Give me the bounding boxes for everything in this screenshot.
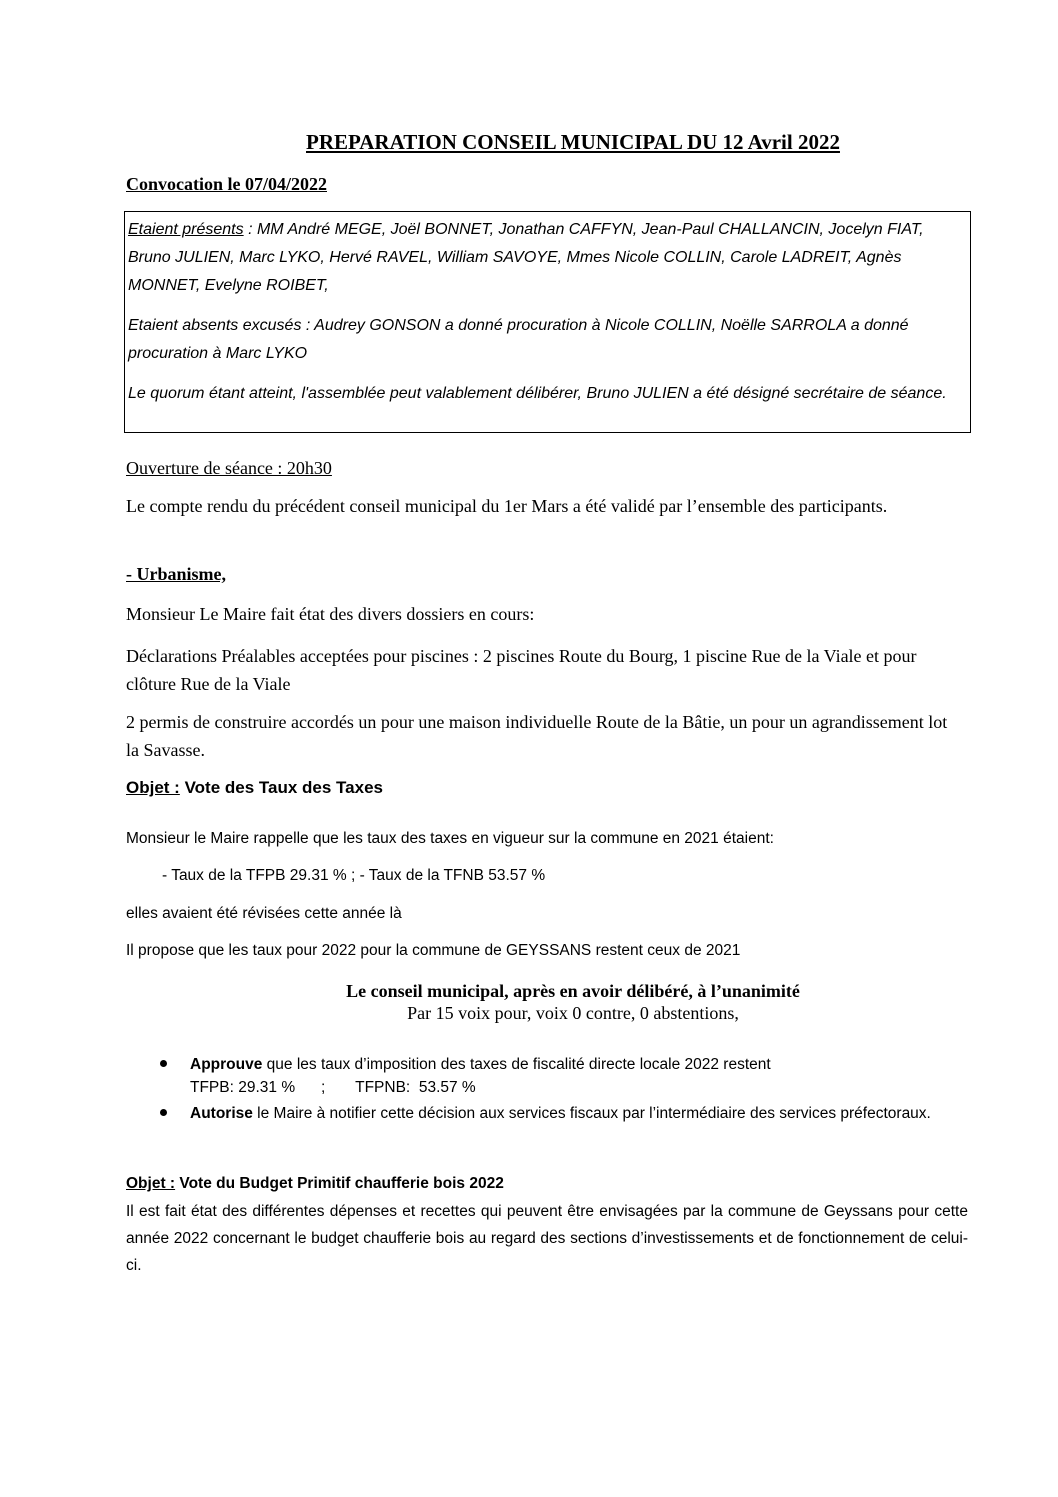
- present-members: [128, 216, 967, 300]
- budget-text: Il est fait état des différentes dépenses et recettes qui peuvent être envisagées par la commune de Geyssans pour cette année 2022 concernant le budget chaufferie bois au regard des sections d’investissements et de fonctionnement de celui-ci.: [126, 1203, 968, 1274]
- convocation-date: Convocation le 07/04/2022: [126, 174, 327, 194]
- urbanisme-intro: Monsieur Le Maire fait état des divers dossiers en cours:: [126, 604, 535, 624]
- attendance-box: [124, 211, 971, 433]
- approve-keyword: Approuve: [190, 1056, 263, 1073]
- taxes-rates: - Taux de la TFPB 29.31 % ; - Taux de la TFNB 53.57 %: [162, 867, 546, 884]
- taxes-objet-label: Objet :: [126, 778, 180, 797]
- taxes-proposal: Il propose que les taux pour 2022 pour la commune de GEYSSANS restent ceux de 2021: [126, 942, 741, 959]
- present-label: Etaient présents: [128, 221, 244, 238]
- list-item: [160, 1053, 940, 1099]
- approve-rates: TFPB: 29.31 % ; TFPNB: 53.57 %: [190, 1079, 476, 1096]
- taxes-revised: elles avaient été révisées cette année là: [126, 905, 402, 922]
- list-item: [160, 1102, 940, 1125]
- authorize-keyword: Autorise: [190, 1105, 253, 1122]
- absent-members: Etaient absents excusés : Audrey GONSON a donné procuration à Nicole COLLIN, Noëlle SARROLA a donné procuration à Marc LYKO: [128, 317, 909, 362]
- session-opening: Ouverture de séance : 20h30: [126, 458, 332, 478]
- page-title: PREPARATION CONSEIL MUNICIPAL DU 12 Avril 2022: [306, 130, 840, 154]
- taxes-objet-title: Vote des Taux des Taxes: [179, 778, 383, 797]
- budget-objet-title: Vote du Budget Primitif chaufferie bois 2022: [175, 1175, 504, 1192]
- taxes-heading: [126, 778, 383, 798]
- urbanisme-permits: 2 permis de construire accordés un pour une maison individuelle Route de la Bâtie, un pour un agrandissement lot la Savasse.: [126, 712, 948, 760]
- vote-count: Par 15 voix pour, voix 0 contre, 0 abstentions,: [407, 1003, 739, 1023]
- bullet-icon: [160, 1109, 167, 1116]
- authorize-text: le Maire à notifier cette décision aux services fiscaux par l’intermédiaire des services préfectoraux.: [252, 1105, 931, 1122]
- previous-minutes: Le compte rendu du précédent conseil municipal du 1er Mars a été validé par l’ensemble des participants.: [126, 496, 888, 516]
- urbanisme-declarations: Déclarations Préalables acceptées pour piscines : 2 piscines Route du Bourg, 1 piscine Rue de la Viale et pour clôture Rue de la Viale: [126, 646, 917, 694]
- present-list: : MM André MEGE, Joël BONNET, Jonathan CAFFYN, Jean-Paul CHALLANCIN, Jocelyn FIAT, Bruno JULIEN, Marc LYKO, Hervé RAVEL, William SAVOYE, Mmes Nicole COLLIN, Carole LADREIT, Agnès MONNET, Evelyne ROIBET,: [128, 221, 924, 294]
- budget-heading: [126, 1175, 504, 1193]
- budget-objet-label: Objet :: [126, 1175, 176, 1192]
- decision-statement: Le conseil municipal, après en avoir délibéré, à l’unanimité: [346, 981, 800, 1001]
- urbanisme-heading: - Urbanisme,: [126, 564, 226, 584]
- quorum-statement: Le quorum étant atteint, l'assemblée peut valablement délibérer, Bruno JULIEN a été désigné secrétaire de séance.: [128, 385, 947, 402]
- approve-text: que les taux d’imposition des taxes de fiscalité directe locale 2022 restent: [262, 1056, 771, 1073]
- decision-list: [160, 1053, 940, 1128]
- bullet-icon: [160, 1060, 167, 1067]
- taxes-recall: Monsieur le Maire rappelle que les taux des taxes en vigueur sur la commune en 2021 étaient:: [126, 830, 774, 847]
